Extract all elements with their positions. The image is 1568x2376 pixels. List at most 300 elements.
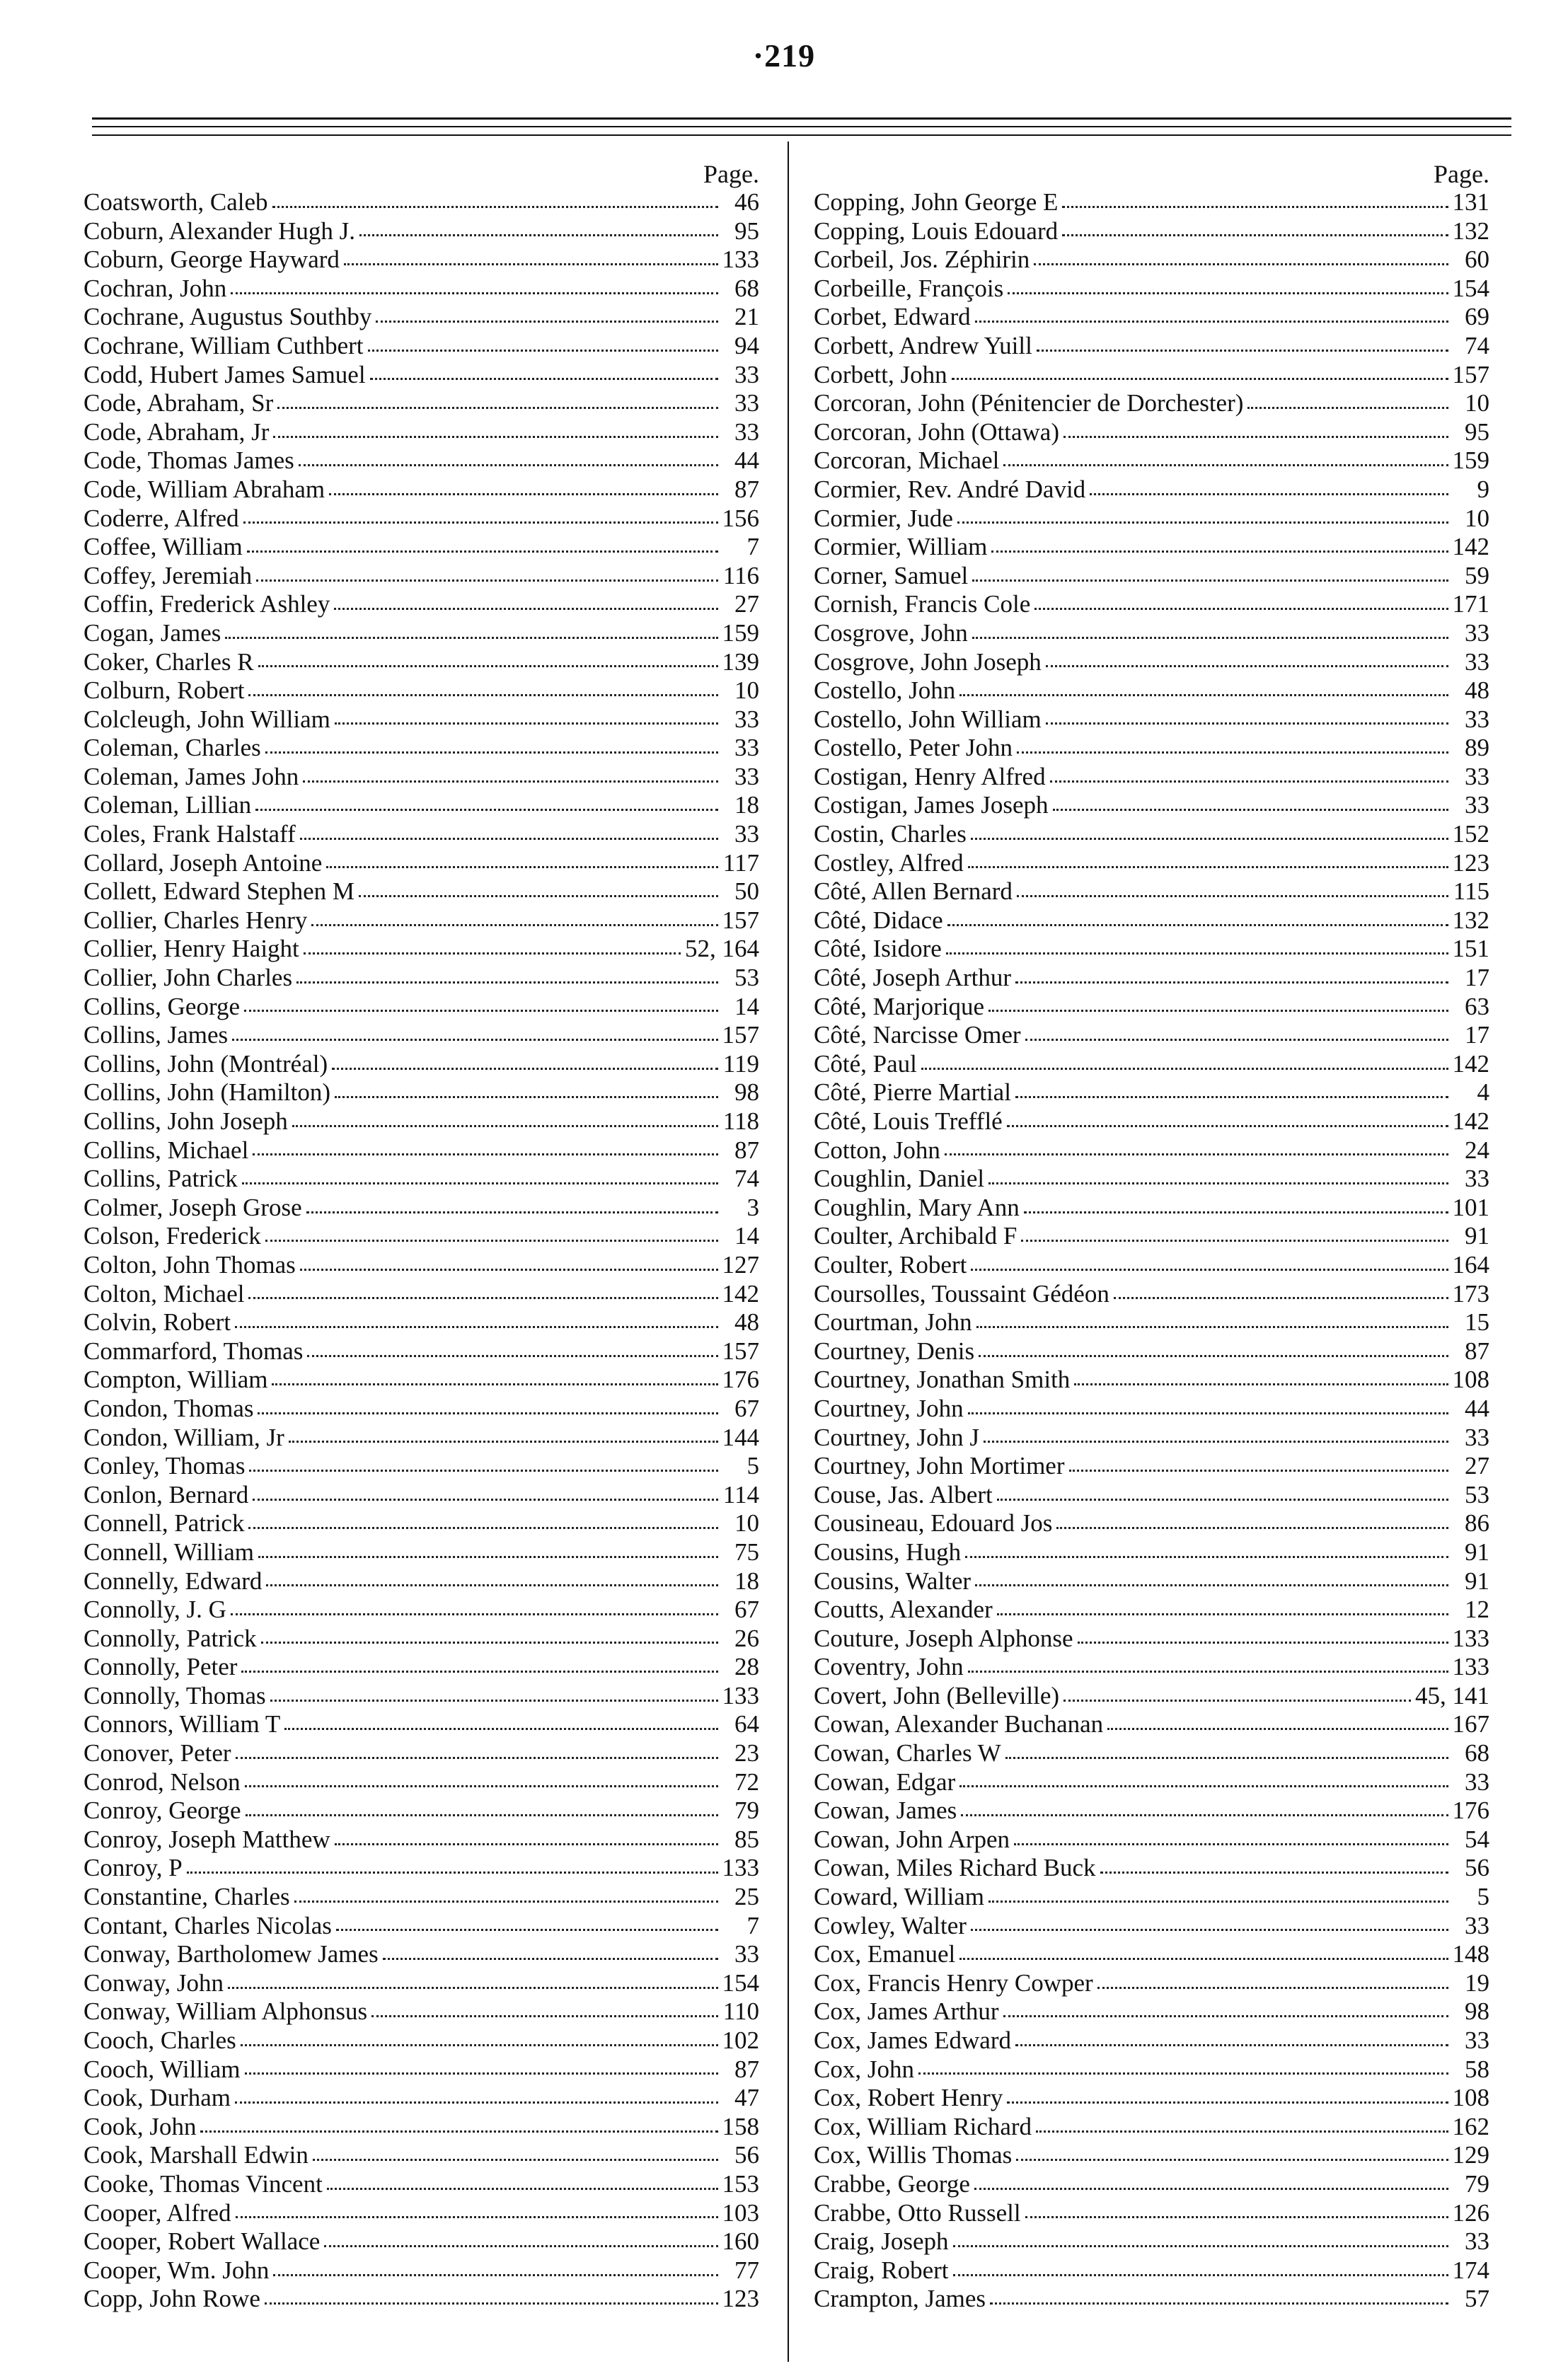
entry-name: Cosgrove, John [814, 618, 968, 647]
index-entry [814, 1797, 1489, 1826]
dot-leader [1016, 2159, 1448, 2161]
dot-leader [187, 1872, 718, 1874]
dot-leader [231, 292, 718, 294]
index-entry [814, 820, 1489, 849]
index-entry [814, 1653, 1489, 1682]
entry-name: Colvin, Robert [83, 1308, 231, 1337]
index-entry [83, 1682, 759, 1711]
entry-page-numbers: 123 [1452, 848, 1489, 877]
dot-leader [1036, 2130, 1448, 2133]
entry-page-numbers: 151 [1452, 935, 1489, 963]
index-entry [83, 705, 759, 734]
dot-leader [1003, 464, 1448, 466]
index-entry [83, 275, 759, 304]
page-number: ·219 [752, 38, 816, 74]
entry-page-numbers: 86 [1465, 1509, 1489, 1538]
entry-name: Corbett, Andrew Yuill [814, 331, 1032, 359]
dot-leader [376, 321, 718, 323]
index-entry [83, 993, 759, 1022]
entry-page-numbers: 63 [1465, 992, 1489, 1020]
entry-page-numbers: 54 [1465, 1825, 1489, 1853]
entry-page-numbers: 17 [1465, 1021, 1489, 1049]
entry-name: Cousineau, Edouard Jos [814, 1509, 1053, 1538]
dot-leader [979, 1355, 1448, 1357]
dot-leader [246, 1814, 718, 1816]
dot-leader [968, 1671, 1448, 1673]
index-entry [814, 791, 1489, 820]
entry-name: Cosgrove, John Joseph [814, 647, 1042, 676]
dot-leader [247, 550, 718, 553]
entry-page-numbers: 142 [1452, 1107, 1489, 1135]
entry-name: Corbeil, Jos. Zéphirin [814, 246, 1030, 274]
entry-page-numbers: 50 [734, 877, 759, 906]
index-entry [814, 1280, 1489, 1309]
index-entry [83, 562, 759, 591]
dot-leader [326, 866, 718, 868]
entry-name: Colton, John Thomas [83, 1250, 296, 1279]
dot-leader [1114, 1297, 1448, 1299]
index-entry [814, 2113, 1489, 2142]
entry-page-numbers: 142 [1452, 533, 1489, 561]
dot-leader [253, 1153, 718, 1155]
index-entry [83, 246, 759, 275]
entry-page-numbers: 33 [734, 417, 759, 446]
entry-name: Cormier, William [814, 533, 988, 561]
index-entry [814, 1021, 1489, 1050]
left-index-column [83, 160, 759, 2314]
entry-name: Cormier, Rev. André David [814, 475, 1086, 503]
entry-page-numbers: 59 [1465, 561, 1489, 589]
index-entry [83, 1481, 759, 1510]
index-entry [83, 533, 759, 562]
entry-name: Code, William Abraham [83, 475, 325, 503]
entry-name: Cox, James Edward [814, 2026, 1011, 2054]
entry-page-numbers: 19 [1465, 1968, 1489, 1997]
header-rule [92, 134, 1511, 136]
entry-name: Collard, Joseph Antoine [83, 848, 323, 877]
dot-leader [1046, 722, 1448, 725]
entry-name: Coleman, Charles [83, 734, 261, 762]
entry-page-numbers: 127 [722, 1250, 759, 1279]
entry-page-numbers: 14 [734, 1222, 759, 1250]
index-entry [83, 217, 759, 246]
index-entry [814, 246, 1489, 275]
entry-name: Couture, Joseph Alphonse [814, 1624, 1073, 1652]
dot-leader [256, 579, 718, 582]
dot-leader [292, 1125, 718, 1127]
entry-name: Coburn, Alexander Hugh J. [83, 217, 355, 245]
entry-page-numbers: 115 [1453, 877, 1489, 906]
entry-page-numbers: 79 [1465, 2169, 1489, 2198]
entry-name: Collins, James [83, 1021, 229, 1049]
entry-page-numbers: 131 [1452, 188, 1489, 216]
dot-leader [1008, 292, 1448, 294]
entry-name: Coulter, Robert [814, 1250, 967, 1279]
dot-leader [988, 1182, 1448, 1184]
entry-page-numbers: 33 [1465, 2026, 1489, 2054]
entry-page-numbers: 87 [734, 475, 759, 503]
dot-leader [313, 2159, 718, 2161]
dot-leader [971, 1269, 1448, 1271]
index-entry [814, 1509, 1489, 1538]
index-entry [814, 1251, 1489, 1280]
entry-page-numbers: 74 [734, 1165, 759, 1193]
dot-leader [248, 694, 718, 696]
dot-leader [332, 1068, 718, 1070]
dot-leader [303, 780, 718, 783]
index-entry [83, 935, 759, 964]
entry-page-numbers: 154 [1452, 274, 1489, 302]
dot-leader [273, 436, 718, 438]
index-entry [814, 2055, 1489, 2084]
entry-page-numbers: 10 [734, 676, 759, 705]
index-entry [83, 676, 759, 705]
entry-page-numbers: 47 [734, 2084, 759, 2112]
entry-name: Costigan, James Joseph [814, 791, 1049, 819]
entry-name: Coles, Frank Halstaff [83, 820, 296, 848]
dot-leader [335, 1096, 718, 1098]
entry-name: Colton, Michael [83, 1279, 245, 1308]
dot-leader [921, 1068, 1448, 1070]
entry-name: Coughlin, Mary Ann [814, 1193, 1020, 1221]
entry-page-numbers: 5 [746, 1452, 759, 1480]
dot-leader [1063, 436, 1448, 438]
dot-leader [248, 1297, 717, 1299]
entry-name: Cook, Durham [83, 2084, 231, 2112]
index-entry [814, 1078, 1489, 1107]
entry-name: Connolly, Thomas [83, 1681, 266, 1709]
entry-page-numbers: 159 [722, 618, 759, 647]
entry-name: Corcoran, John (Ottawa) [814, 417, 1059, 446]
entry-page-numbers: 167 [1452, 1710, 1489, 1738]
index-entry [814, 1883, 1489, 1912]
entry-name: Constantine, Charles [83, 1883, 290, 1911]
index-entry [814, 1222, 1489, 1251]
index-entry [814, 446, 1489, 475]
dot-leader [306, 1211, 718, 1213]
dot-leader [258, 1556, 718, 1558]
entry-page-numbers: 60 [1465, 246, 1489, 274]
entry-page-numbers: 58 [1465, 2055, 1489, 2083]
entry-name: Conway, William Alphonsus [83, 1997, 368, 2026]
entry-name: Cowley, Walter [814, 1911, 967, 1939]
dot-leader [300, 1269, 718, 1271]
dot-leader [1062, 206, 1448, 208]
dot-leader [1017, 751, 1448, 754]
dot-leader [258, 665, 718, 667]
entry-page-numbers: 56 [734, 2141, 759, 2169]
entry-page-numbers: 12 [1465, 1596, 1489, 1624]
dot-leader [984, 1441, 1448, 1443]
index-entry [83, 2084, 759, 2113]
entry-name: Connell, William [83, 1538, 254, 1566]
entry-name: Couse, Jas. Albert [814, 1480, 993, 1509]
dot-leader [344, 263, 718, 265]
entry-name: Colcleugh, John William [83, 705, 330, 733]
dot-leader [304, 952, 681, 955]
entry-name: Code, Thomas James [83, 446, 294, 475]
entry-name: Conway, Bartholomew James [83, 1940, 379, 1968]
index-entry [814, 188, 1489, 217]
entry-name: Côté, Didace [814, 906, 943, 934]
index-entry [83, 906, 759, 935]
dot-leader [335, 722, 718, 725]
index-entry [83, 2285, 759, 2314]
index-entry [83, 1797, 759, 1826]
dot-leader [273, 2274, 718, 2276]
entry-name: Craig, Joseph [814, 2227, 949, 2256]
dot-leader [277, 407, 718, 409]
entry-page-numbers: 171 [1452, 590, 1489, 618]
index-entry [814, 1165, 1489, 1194]
index-entry [83, 2227, 759, 2256]
entry-page-numbers: 87 [1465, 1337, 1489, 1365]
index-entry [814, 590, 1489, 619]
entry-page-numbers: 48 [1465, 676, 1489, 705]
index-entry [83, 1078, 759, 1107]
index-entry [814, 1337, 1489, 1366]
entry-name: Courtney, Denis [814, 1337, 975, 1365]
entry-page-numbers: 25 [734, 1883, 759, 1911]
entry-name: Coulter, Archibald F [814, 1222, 1018, 1250]
entry-name: Cox, John [814, 2055, 914, 2083]
dot-leader [988, 1010, 1448, 1012]
entry-page-numbers: 160 [722, 2227, 759, 2256]
entry-name: Coutts, Alexander [814, 1596, 993, 1624]
entry-name: Collier, Henry Haight [83, 935, 299, 963]
entry-page-numbers: 53 [734, 964, 759, 992]
index-entry [814, 648, 1489, 677]
entry-page-numbers: 33 [734, 734, 759, 762]
index-entry [814, 1969, 1489, 1998]
entry-name: Côté, Pierre Martial [814, 1078, 1011, 1107]
index-entry [83, 389, 759, 418]
entry-page-numbers: 18 [734, 791, 759, 819]
dot-leader [324, 2245, 717, 2247]
dot-leader [1074, 1383, 1448, 1385]
index-entry [83, 1050, 759, 1079]
index-entry [83, 1826, 759, 1855]
entry-name: Corbett, John [814, 360, 947, 388]
entry-page-numbers: 46 [734, 188, 759, 216]
index-entry [814, 303, 1489, 332]
entry-page-numbers: 132 [1452, 906, 1489, 934]
dot-leader [334, 608, 718, 610]
entry-name: Cooper, Alfred [83, 2198, 231, 2227]
index-entry [814, 1366, 1489, 1395]
entry-page-numbers: 64 [734, 1710, 759, 1738]
index-entry [814, 1912, 1489, 1941]
entry-name: Côté, Narcisse Omer [814, 1021, 1021, 1049]
dot-leader [1015, 1096, 1448, 1098]
entry-name: Cox, Willis Thomas [814, 2141, 1013, 2169]
index-entry [814, 1997, 1489, 2026]
dot-leader [1024, 1211, 1448, 1213]
entry-name: Courtney, Jonathan Smith [814, 1366, 1071, 1394]
entry-name: Colson, Frederick [83, 1222, 261, 1250]
index-entry [83, 791, 759, 820]
index-entry [83, 1395, 759, 1424]
entry-page-numbers: 26 [734, 1624, 759, 1652]
index-entry [83, 1509, 759, 1538]
entry-name: Cox, Francis Henry Cowper [814, 1968, 1093, 1997]
index-entry [814, 1538, 1489, 1567]
dot-leader [1078, 1642, 1448, 1644]
index-entry [83, 1854, 759, 1883]
dot-leader [1056, 1527, 1448, 1529]
index-entry [814, 1424, 1489, 1453]
entry-name: Cousins, Hugh [814, 1538, 962, 1566]
entry-name: Coderre, Alfred [83, 504, 239, 532]
entry-page-numbers: 53 [1465, 1480, 1489, 1509]
entry-page-numbers: 173 [1452, 1279, 1489, 1308]
entry-name: Corcoran, John (Pénitencier de Dorchester) [814, 389, 1244, 417]
index-entry [814, 2285, 1489, 2314]
entry-page-numbers: 33 [734, 762, 759, 790]
entry-page-numbers: 57 [1465, 2285, 1489, 2313]
entry-name: Cowan, John Arpen [814, 1825, 1010, 1853]
dot-leader [335, 1843, 718, 1845]
entry-page-numbers: 44 [1465, 1394, 1489, 1422]
index-entry [83, 1194, 759, 1223]
entry-page-numbers: 85 [734, 1825, 759, 1853]
dot-leader [991, 550, 1448, 553]
entry-name: Code, Abraham, Jr [83, 417, 270, 446]
entry-page-numbers: 95 [1465, 417, 1489, 446]
entry-page-numbers: 129 [1452, 2141, 1489, 2169]
dot-leader [266, 1584, 718, 1586]
entry-page-numbers: 157 [1452, 360, 1489, 388]
entry-name: Courtney, John J [814, 1423, 979, 1451]
entry-name: Coleman, Lillian [83, 791, 252, 819]
entry-page-numbers: 157 [722, 1337, 759, 1365]
entry-name: Côté, Louis Trefflé [814, 1107, 1003, 1135]
entry-name: Copping, Louis Edouard [814, 217, 1059, 245]
entry-page-numbers: 33 [1465, 705, 1489, 733]
entry-page-numbers: 33 [1465, 762, 1489, 790]
entry-page-numbers: 28 [734, 1653, 759, 1681]
page-column-heading: Page. [703, 160, 759, 188]
entry-name: Colburn, Robert [83, 676, 245, 705]
entry-name: Colmer, Joseph Grose [83, 1193, 302, 1221]
entry-page-numbers: 33 [734, 1940, 759, 1968]
dot-leader [1062, 234, 1448, 236]
dot-leader [272, 206, 718, 208]
entry-name: Connolly, Peter [83, 1653, 238, 1681]
index-entry [814, 1194, 1489, 1223]
entry-name: Connolly, Patrick [83, 1624, 257, 1652]
entry-page-numbers: 10 [734, 1509, 759, 1538]
entry-page-numbers: 133 [1452, 1653, 1489, 1681]
entry-page-numbers: 148 [1452, 1940, 1489, 1968]
entry-name: Cochran, John [83, 274, 227, 302]
entry-page-numbers: 98 [734, 1078, 759, 1107]
dot-leader [1007, 2101, 1448, 2104]
entry-name: Côté, Isidore [814, 935, 942, 963]
entry-name: Cowan, Edgar [814, 1767, 956, 1796]
index-entry [814, 1596, 1489, 1625]
entry-page-numbers: 67 [734, 1394, 759, 1422]
index-entry [83, 188, 759, 217]
entry-page-numbers: 67 [734, 1596, 759, 1624]
dot-leader [228, 1987, 717, 1989]
entry-name: Cook, John [83, 2112, 197, 2140]
index-entry [83, 1969, 759, 1998]
entry-name: Coventry, John [814, 1653, 964, 1681]
entry-page-numbers: 9 [1477, 475, 1489, 503]
index-entry [814, 332, 1489, 361]
index-entry [83, 2170, 759, 2199]
entry-name: Contant, Charles Nicolas [83, 1911, 332, 1939]
entry-name: Cooch, Charles [83, 2026, 236, 2054]
index-entry [83, 648, 759, 677]
entry-name: Cowan, Miles Richard Buck [814, 1854, 1096, 1882]
index-entry [83, 1222, 759, 1251]
entry-name: Collins, Michael [83, 1136, 249, 1164]
entry-page-numbers: 126 [1452, 2198, 1489, 2227]
dot-leader [235, 2101, 718, 2104]
entry-page-numbers: 156 [722, 504, 759, 532]
dot-leader [1005, 1757, 1448, 1759]
index-entry [83, 1136, 759, 1165]
entry-page-numbers: 68 [734, 274, 759, 302]
index-entry [814, 676, 1489, 705]
entry-page-numbers: 48 [734, 1308, 759, 1337]
index-entry [83, 2026, 759, 2055]
dot-leader [965, 1556, 1448, 1558]
dot-leader [1247, 407, 1448, 409]
dot-leader [253, 1499, 718, 1501]
entry-page-numbers: 5 [1477, 1883, 1489, 1911]
dot-leader [968, 866, 1448, 868]
entry-page-numbers: 87 [734, 1136, 759, 1164]
dot-leader [272, 1383, 717, 1385]
index-entry [83, 418, 759, 447]
index-entry [83, 1021, 759, 1050]
entry-page-numbers: 152 [1452, 820, 1489, 848]
index-entry [83, 820, 759, 849]
index-entry [83, 446, 759, 475]
entry-name: Craig, Robert [814, 2256, 949, 2284]
entry-page-numbers: 33 [1465, 647, 1489, 676]
entry-page-numbers: 114 [722, 1480, 759, 1509]
entry-name: Cochrane, William Cuthbert [83, 331, 364, 359]
entry-page-numbers: 91 [1465, 1538, 1489, 1566]
dot-leader [1003, 2015, 1448, 2017]
entry-name: Coffey, Jeremiah [83, 561, 253, 589]
entry-page-numbers: 68 [1465, 1739, 1489, 1767]
entry-name: Cowan, Alexander Buchanan [814, 1710, 1104, 1738]
dot-leader [1069, 1470, 1449, 1472]
dot-leader [975, 321, 1448, 323]
dot-leader [1063, 1700, 1411, 1702]
entry-name: Collins, John (Montréal) [83, 1049, 328, 1078]
entry-page-numbers: 33 [1465, 791, 1489, 819]
index-entry [814, 705, 1489, 734]
entry-page-numbers: 159 [1452, 446, 1489, 475]
column-divider [788, 142, 789, 2362]
entry-name: Collett, Edward Stephen M [83, 877, 355, 906]
dot-leader [232, 1039, 717, 1041]
dot-leader [1015, 2044, 1448, 2046]
dot-leader [258, 1412, 718, 1414]
entry-page-numbers: 27 [1465, 1452, 1489, 1480]
index-entry [83, 361, 759, 390]
entry-name: Cogan, James [83, 618, 221, 647]
index-entry [83, 1883, 759, 1912]
index-entry [814, 275, 1489, 304]
entry-page-numbers: 33 [734, 820, 759, 848]
